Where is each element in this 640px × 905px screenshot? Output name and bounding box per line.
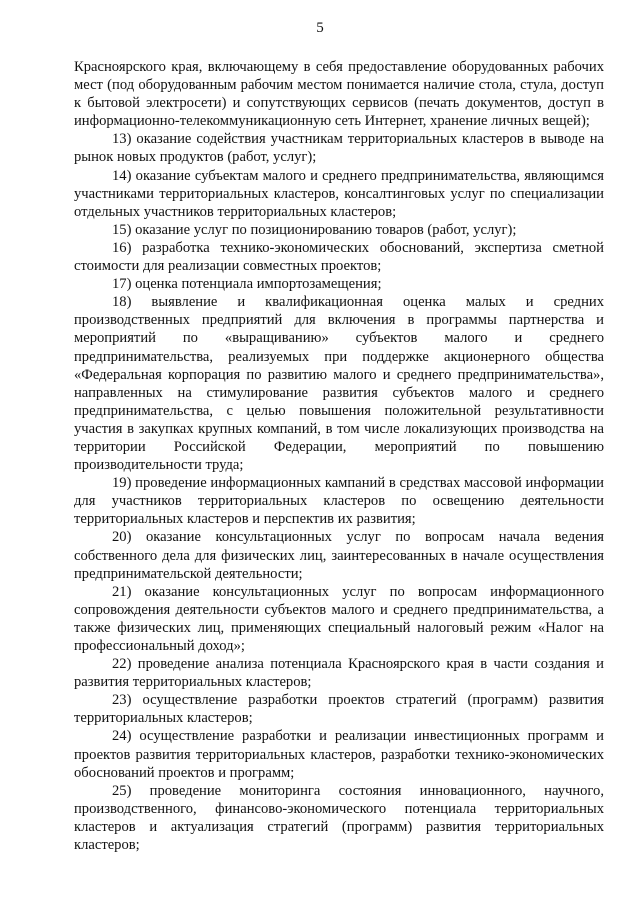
paragraph-item-18: 18) выявление и квалификационная оценка малых и средних производственных предприятий для включения в программы партнерства и мероприятий по «выращиванию» субъектов малого и среднего предпринимательства, реализуемых при поддержке акционерного общества «Федеральная корпорация по развитию малого и среднего предпринимательства», направленных на стимулирование развития субъектов малого и среднего предпринимательства, с целью повышения положительной результативности участия в закупках крупных компаний, в том числе локализующих производства на территории Российской Федерации, мероприятий по повышению производительности труда; [74,294,604,474]
paragraph-item-22: 22) проведение анализа потенциала Красноярского края в части создания и развития территориальных кластеров; [74,656,604,691]
paragraph-item-14: 14) оказание субъектам малого и среднего предпринимательства, являющимся участниками территориальных кластеров, консалтинговых услуг по специализации отдельных участников территориальных кластеров; [74,167,604,220]
paragraph-item-21: 21) оказание консультационных услуг по вопросам информационного сопровождения деятельности субъектов малого и среднего предпринимательства, а также физических лиц, применяющих специальный налоговый режим «Налог на профессиональный доход»; [74,583,604,654]
paragraph-continuation: Красноярского края, включающему в себя предоставление оборудованных рабочих мест (под оборудованным рабочим местом понимается наличие стола, стула, доступ к бытовой электросети) и сопутствующих сервисов (печать документов, доступ в информационно-телекоммуникационную сеть Интернет, хранение личных вещей); [74,59,604,130]
paragraph-item-15: 15) оказание услуг по позиционированию товаров (работ, услуг); [112,221,517,238]
paragraph-item-19: 19) проведение информационных кампаний в средствах массовой информации для участников территориальных кластеров по освещению деятельности территориальных кластеров и перспектив их развития; [74,475,604,528]
paragraph-item-23: 23) осуществление разработки проектов стратегий (программ) развития территориальных кластеров; [74,692,604,727]
paragraph-item-17: 17) оценка потенциала импортозамещения; [112,276,382,293]
paragraph-item-24: 24) осуществление разработки и реализации инвестиционных программ и проектов развития территориальных кластеров, разработки технико-экономических обоснований проектов и программ; [74,728,604,781]
document-body [74,58,604,854]
paragraph-item-16: 16) разработка технико-экономических обоснований, экспертиза сметной стоимости для реализации совместных проектов; [74,239,604,275]
paragraph-item-13: 13) оказание содействия участникам территориальных кластеров в выводе на рынок новых продуктов (работ, услуг); [74,131,604,166]
page-number: 5 [316,20,324,36]
paragraph-item-20: 20) оказание консультационных услуг по вопросам начала ведения собственного дела для физических лиц, заинтересованных в начале осуществления предпринимательской деятельности; [74,529,604,582]
paragraph-item-25: 25) проведение мониторинга состояния инновационного, научного, производственного, финансово-экономического потенциала территориальных кластеров и актуализация стратегий (программ) развития территориальных кластеров; [74,782,604,854]
